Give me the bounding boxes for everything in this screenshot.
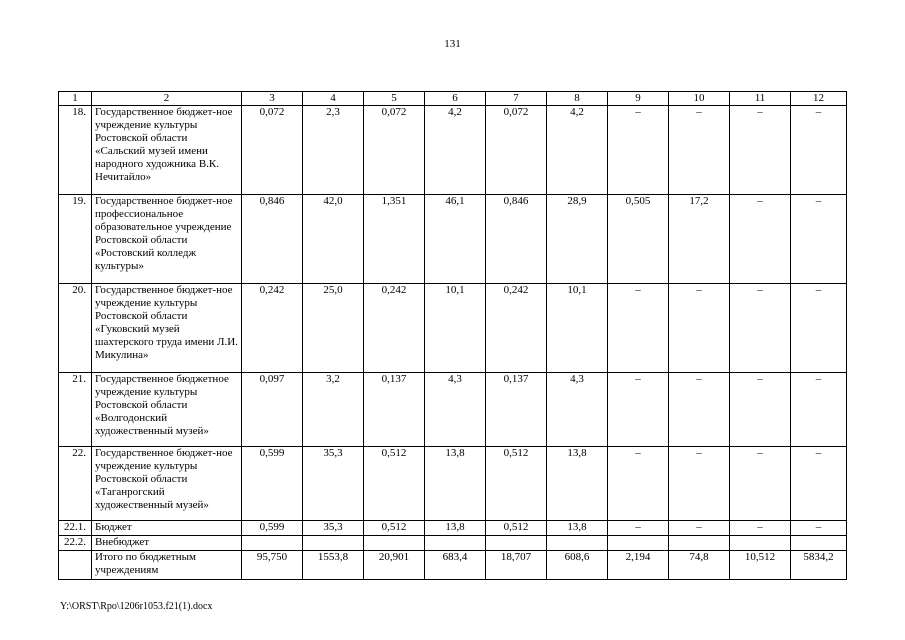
value-cell: – <box>791 195 847 284</box>
value-cell: 10,512 <box>730 551 791 580</box>
value-cell <box>669 536 730 551</box>
value-cell: – <box>730 373 791 447</box>
value-cell: 0,242 <box>242 284 303 373</box>
value-cell <box>791 536 847 551</box>
column-header: 1 <box>59 92 92 106</box>
institution-name: Государственное бюджет-ное учреждение культуры Ростовской области «Гуковский музей шахтерского труда имени Л.И. Микулина» <box>92 284 242 373</box>
table-row <box>59 106 847 195</box>
value-cell: 0,512 <box>364 447 425 521</box>
value-cell: – <box>669 106 730 195</box>
value-cell: 13,8 <box>425 447 486 521</box>
value-cell: 0,072 <box>242 106 303 195</box>
value-cell: 0,846 <box>486 195 547 284</box>
value-cell <box>364 536 425 551</box>
institution-name: Государственное бюджет-ное учреждение культуры Ростовской области «Таганрогский художественный музей» <box>92 447 242 521</box>
value-cell: 683,4 <box>425 551 486 580</box>
column-header: 2 <box>92 92 242 106</box>
value-cell <box>730 536 791 551</box>
value-cell: 35,3 <box>303 521 364 536</box>
value-cell: – <box>730 284 791 373</box>
value-cell: 13,8 <box>425 521 486 536</box>
value-cell: 3,2 <box>303 373 364 447</box>
value-cell: 0,242 <box>486 284 547 373</box>
value-cell: 13,8 <box>547 521 608 536</box>
value-cell: 10,1 <box>547 284 608 373</box>
table-row <box>59 551 847 580</box>
row-number: 18. <box>59 106 92 195</box>
value-cell: – <box>730 195 791 284</box>
institution-name: Государственное бюджет-ное профессиональное образовательное учреждение Ростовской области «Ростовский колледж культуры» <box>92 195 242 284</box>
value-cell: 608,6 <box>547 551 608 580</box>
value-cell <box>608 536 669 551</box>
value-cell: – <box>730 521 791 536</box>
row-number: 22.1. <box>59 521 92 536</box>
value-cell: 0,242 <box>364 284 425 373</box>
institution-name: Внебюджет <box>92 536 242 551</box>
table-row <box>59 195 847 284</box>
column-header: 9 <box>608 92 669 106</box>
value-cell: – <box>791 447 847 521</box>
data-table <box>58 91 847 580</box>
value-cell: 95,750 <box>242 551 303 580</box>
value-cell <box>242 536 303 551</box>
column-header: 7 <box>486 92 547 106</box>
value-cell: 42,0 <box>303 195 364 284</box>
institution-name: Бюджет <box>92 521 242 536</box>
value-cell: 0,846 <box>242 195 303 284</box>
value-cell: 0,512 <box>486 521 547 536</box>
value-cell: – <box>791 373 847 447</box>
value-cell: – <box>730 447 791 521</box>
value-cell: – <box>608 521 669 536</box>
value-cell: 0,097 <box>242 373 303 447</box>
value-cell: 0,505 <box>608 195 669 284</box>
value-cell <box>425 536 486 551</box>
value-cell: 4,3 <box>425 373 486 447</box>
institution-name: Государственное бюджет-ное учреждение культуры Ростовской области «Сальский музей имени народного художника В.К. Нечитайло» <box>92 106 242 195</box>
column-header: 12 <box>791 92 847 106</box>
row-number: 22.2. <box>59 536 92 551</box>
value-cell: – <box>608 447 669 521</box>
value-cell <box>547 536 608 551</box>
table-row <box>59 284 847 373</box>
value-cell: – <box>669 373 730 447</box>
row-number: 19. <box>59 195 92 284</box>
table-row <box>59 447 847 521</box>
table-row <box>59 521 847 536</box>
column-header: 3 <box>242 92 303 106</box>
value-cell <box>303 536 364 551</box>
value-cell: 4,3 <box>547 373 608 447</box>
value-cell: 2,3 <box>303 106 364 195</box>
value-cell: 0,072 <box>486 106 547 195</box>
value-cell: 0,599 <box>242 521 303 536</box>
value-cell: – <box>669 447 730 521</box>
value-cell <box>486 536 547 551</box>
value-cell: 1,351 <box>364 195 425 284</box>
value-cell: – <box>669 521 730 536</box>
value-cell: 0,599 <box>242 447 303 521</box>
value-cell: 0,512 <box>364 521 425 536</box>
value-cell: 0,072 <box>364 106 425 195</box>
value-cell: 5834,2 <box>791 551 847 580</box>
value-cell: – <box>791 284 847 373</box>
page-number: 131 <box>444 38 461 50</box>
institution-name: Итого по бюджетным учреждениям <box>92 551 242 580</box>
value-cell: – <box>608 373 669 447</box>
row-number <box>59 551 92 580</box>
value-cell: 0,137 <box>364 373 425 447</box>
value-cell: – <box>608 284 669 373</box>
value-cell: 28,9 <box>547 195 608 284</box>
value-cell: 17,2 <box>669 195 730 284</box>
column-header: 4 <box>303 92 364 106</box>
value-cell: 0,137 <box>486 373 547 447</box>
value-cell: 46,1 <box>425 195 486 284</box>
value-cell: 25,0 <box>303 284 364 373</box>
row-number: 21. <box>59 373 92 447</box>
value-cell: 18,707 <box>486 551 547 580</box>
value-cell: – <box>669 284 730 373</box>
value-cell: 13,8 <box>547 447 608 521</box>
row-number: 22. <box>59 447 92 521</box>
value-cell: – <box>608 106 669 195</box>
value-cell: 20,901 <box>364 551 425 580</box>
value-cell: 4,2 <box>425 106 486 195</box>
column-header: 6 <box>425 92 486 106</box>
value-cell: 4,2 <box>547 106 608 195</box>
column-header: 10 <box>669 92 730 106</box>
value-cell: – <box>791 106 847 195</box>
table-row <box>59 373 847 447</box>
value-cell: 35,3 <box>303 447 364 521</box>
row-number: 20. <box>59 284 92 373</box>
value-cell: 0,512 <box>486 447 547 521</box>
file-path: Y:\ORST\Rpo\1206r1053.f21(1).docx <box>60 601 213 612</box>
value-cell: 2,194 <box>608 551 669 580</box>
value-cell: 74,8 <box>669 551 730 580</box>
value-cell: – <box>791 521 847 536</box>
institution-name: Государственное бюджетное учреждение культуры Ростовской области «Волгодонский художественный музей» <box>92 373 242 447</box>
table-row <box>59 536 847 551</box>
value-cell: – <box>730 106 791 195</box>
value-cell: 1553,8 <box>303 551 364 580</box>
column-header: 8 <box>547 92 608 106</box>
header-row <box>59 92 847 106</box>
column-header: 11 <box>730 92 791 106</box>
value-cell: 10,1 <box>425 284 486 373</box>
column-header: 5 <box>364 92 425 106</box>
